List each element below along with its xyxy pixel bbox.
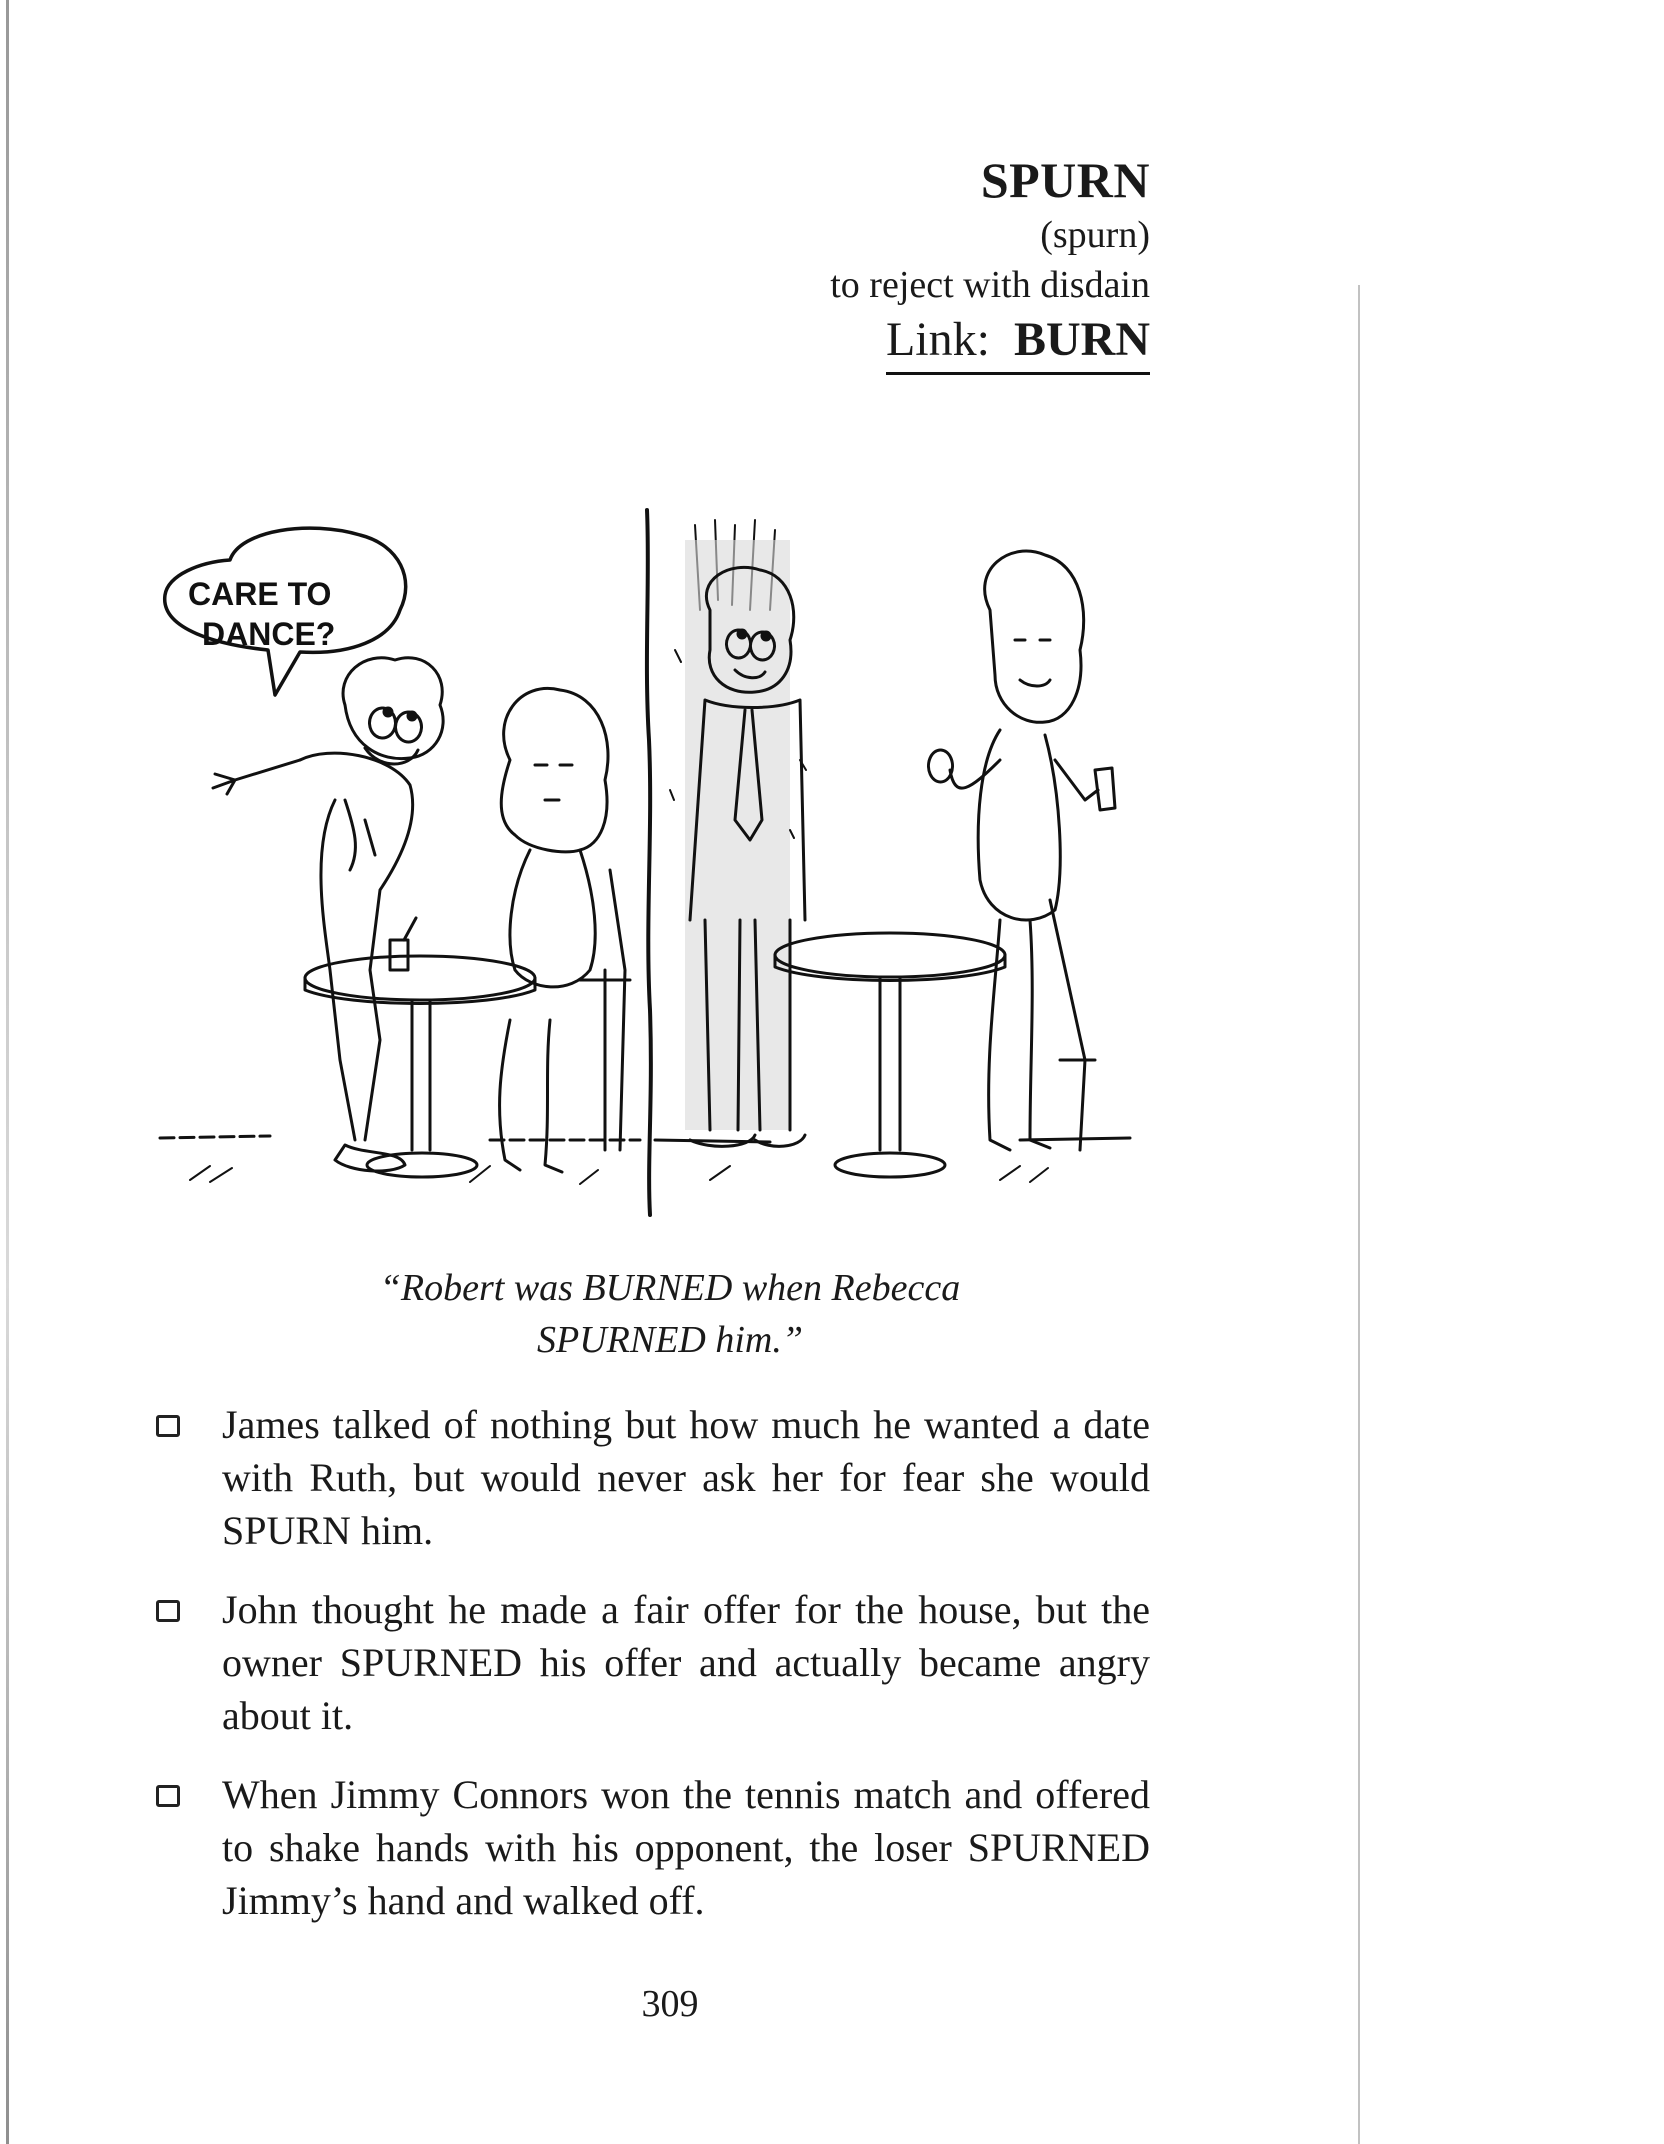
cartoon-illustration (150, 500, 1140, 1230)
caption-line-2: SPURNED him.” (537, 1319, 803, 1361)
scan-edge-right (1358, 285, 1360, 2144)
example-text: James talked of nothing but how much he wanted a date with Ruth, but would never ask her for fear she would SPURN him. (222, 1402, 1150, 1553)
checkbox-icon (156, 1785, 180, 1807)
list-item (150, 1398, 1150, 1557)
link-line (886, 310, 1150, 375)
panel-divider (647, 510, 651, 1215)
checkbox-icon (156, 1600, 180, 1622)
headword: SPURN (980, 152, 1150, 208)
man-left (213, 658, 443, 1171)
example-list (150, 1398, 1150, 1953)
entry-header (830, 150, 1150, 375)
list-item (150, 1583, 1150, 1742)
man-right-burned (670, 520, 806, 1146)
woman-left (500, 688, 630, 1172)
example-text: John thought he made a fair offer for the house, but the owner SPURNED his offer and actually became angry about it. (222, 1587, 1150, 1738)
link-word: BURN (1013, 313, 1150, 366)
caption-line-1: “Robert was BURNED when Rebecca (379, 1267, 961, 1309)
checkbox-icon (156, 1415, 180, 1437)
page-number: 309 (641, 1983, 699, 2025)
cartoon-caption (170, 1262, 1170, 1366)
floor-left (160, 1136, 640, 1140)
floor-right (655, 1138, 1130, 1142)
list-item (150, 1768, 1150, 1927)
woman-right (929, 551, 1116, 1150)
scan-edge-left (6, 0, 9, 2144)
link-label: Link: (885, 313, 990, 366)
pronunciation: (spurn) (1040, 214, 1150, 256)
example-text: When Jimmy Connors won the tennis match and offered to shake hands with his opponent, the loser SPURNED Jimmy’s hand and walked off. (222, 1772, 1150, 1923)
table-right (775, 933, 1005, 1177)
definition: to reject with disdain (830, 264, 1150, 306)
speech-text-line1: CARE TO (188, 576, 332, 612)
speech-text-line2: DANCE? (202, 616, 336, 652)
